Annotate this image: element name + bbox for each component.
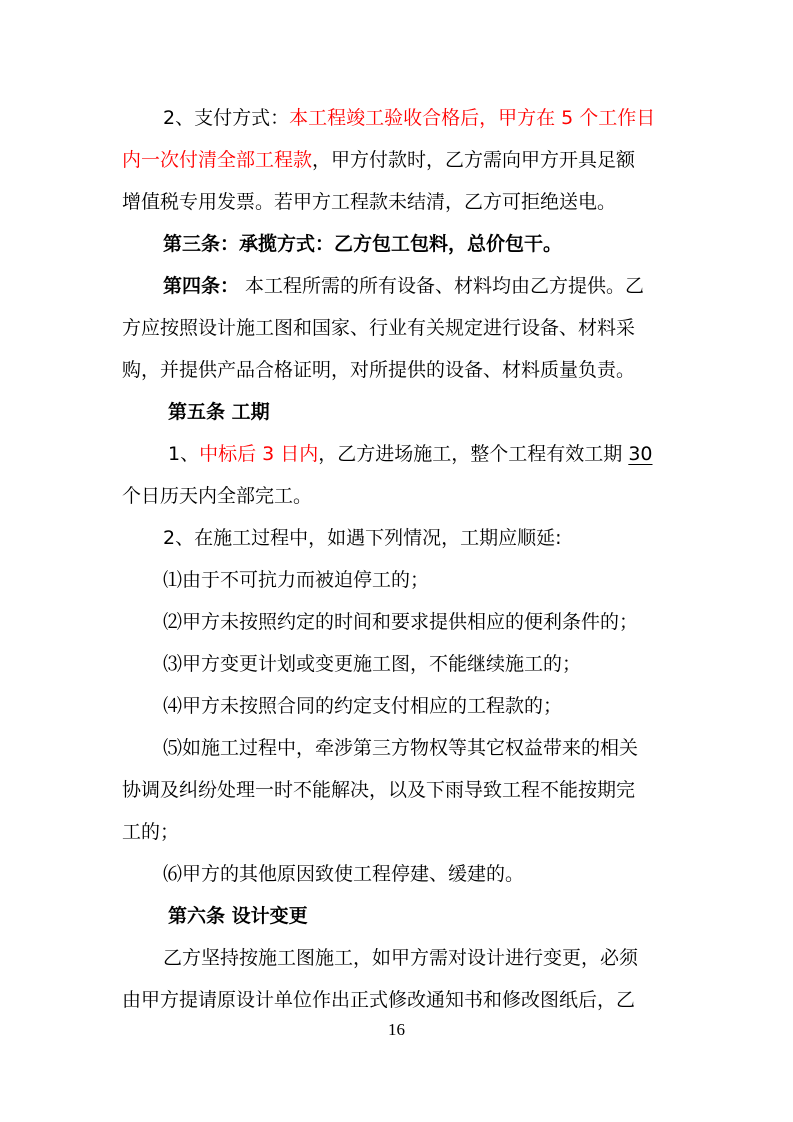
paragraph-line-2 xyxy=(122,147,635,173)
highlighted-text: 本工程竣工验收合格后，甲方在 5 个工作日 xyxy=(289,107,656,129)
article-3-heading: 第三条：承揽方式：乙方包工包料，总价包干。 xyxy=(163,233,563,255)
paragraph-line-22: 由甲方提请原设计单位作出正式修改通知书和修改图纸后，乙 xyxy=(122,989,636,1011)
underlined-duration: 30 xyxy=(628,443,653,465)
article-5-heading: 第五条 工期 xyxy=(168,401,270,423)
paragraph-line-7: 购，并提供产品合格证明，对所提供的设备、材料质量负责。 xyxy=(122,359,636,381)
highlighted-text: 内一次付清全部工程款 xyxy=(122,149,313,171)
page-number: 16 xyxy=(388,1020,405,1039)
paragraph-line-10: 个日历天内全部完工。 xyxy=(122,485,313,507)
text-segment: 1、 xyxy=(168,443,200,465)
text-segment: 本工程所需的所有设备、材料均由乙方提供。乙 xyxy=(239,275,645,297)
paragraph-line-11: 2、在施工过程中，如遇下列情况，工期应顺延: xyxy=(163,527,562,549)
payment-method-label: 2、支付方式： xyxy=(163,107,290,129)
paragraph-line-17: 协调及纠纷处理一时不能解决，以及下雨导致工程不能按期完 xyxy=(122,779,636,801)
paragraph-line-18: 工的； xyxy=(122,821,180,843)
list-item-3: ⑶甲方变更计划或变更施工图，不能继续施工的； xyxy=(163,653,582,675)
list-item-1: ⑴由于不可抗力而被迫停工的； xyxy=(163,569,430,591)
list-item-2: ⑵甲方未按照约定的时间和要求提供相应的便利条件的； xyxy=(163,611,639,633)
highlighted-text: 中标后 3 日内 xyxy=(199,443,319,465)
text-segment: ，乙方进场施工，整个工程有效工期 xyxy=(318,443,629,465)
article-6-heading: 第六条 设计变更 xyxy=(168,905,308,927)
paragraph-line-1 xyxy=(163,105,655,131)
paragraph-line-6: 方应按照设计施工图和国家、行业有关规定进行设备、材料采 xyxy=(122,317,636,339)
text-segment: ，甲方付款时，乙方需向甲方开具足额 xyxy=(312,149,636,171)
list-item-5: ⑸如施工过程中，牵涉第三方物权等其它权益带来的相关 xyxy=(163,737,639,759)
article-4-heading: 第四条： xyxy=(163,275,240,297)
paragraph-line-5 xyxy=(163,273,644,299)
list-item-4: ⑷甲方未按照合同的约定支付相应的工程款的； xyxy=(163,695,563,717)
paragraph-line-3: 增值税专用发票。若甲方工程款未结清，乙方可拒绝送电。 xyxy=(122,191,617,213)
paragraph-line-21: 乙方坚持按施工图施工，如甲方需对设计进行变更，必须 xyxy=(163,947,639,969)
paragraph-line-9 xyxy=(168,441,653,467)
list-item-6: ⑹甲方的其他原因致使工程停建、缓建的。 xyxy=(163,863,525,885)
